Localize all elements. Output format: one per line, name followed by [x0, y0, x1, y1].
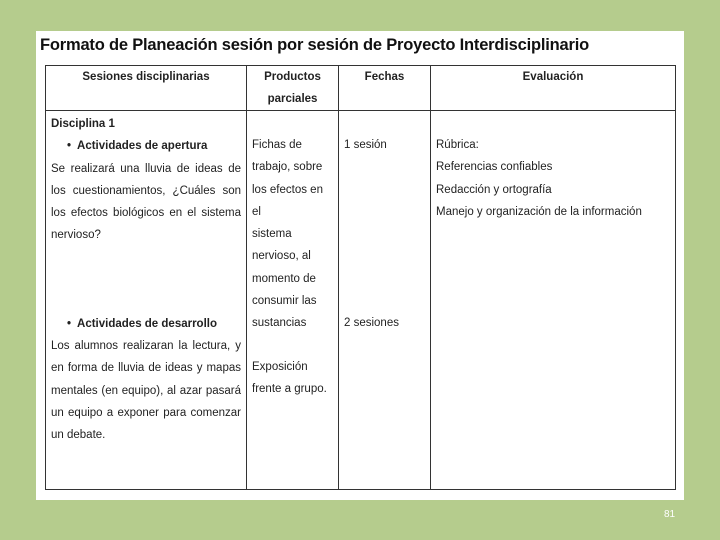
evaluacion-line: Referencias confiables: [436, 161, 553, 174]
document-title: Formato de Planeación sesión por sesión de Proyecto Interdisciplinario: [40, 36, 589, 54]
producto-line: frente a grupo.: [252, 382, 327, 395]
cell-evaluacion: [431, 111, 676, 490]
producto-line: sistema: [252, 228, 292, 241]
discipline-label: Disciplina 1: [51, 118, 115, 130]
desarrollo-heading-text: Actividades de desarrollo: [77, 317, 217, 330]
header-productos-line2: parciales: [267, 93, 318, 105]
spacer: [344, 156, 425, 312]
document-sheet: [36, 31, 684, 500]
producto-line: nervioso, al: [252, 250, 311, 263]
spacer: [436, 113, 670, 134]
header-fechas: Fechas: [339, 66, 431, 111]
page-number: 81: [664, 509, 676, 520]
spacer: [252, 335, 333, 356]
spacer: [252, 113, 333, 134]
fecha-item2: 2 sesiones: [344, 317, 399, 330]
desarrollo-heading: [51, 313, 241, 335]
spacer: [344, 113, 425, 134]
cell-productos: [247, 111, 339, 490]
producto-line: Fichas de: [252, 139, 302, 151]
evaluacion-line: Manejo y organización de la información: [436, 205, 642, 218]
spacer: [51, 247, 241, 313]
apertura-heading: [51, 135, 241, 157]
apertura-heading-text: Actividades de apertura: [77, 140, 208, 153]
fecha-item1: 1 sesión: [344, 139, 387, 151]
header-evaluacion: Evaluación: [431, 66, 676, 111]
planning-table: [45, 65, 676, 490]
cell-sesiones: [46, 111, 247, 490]
bullet-icon: •: [67, 140, 72, 153]
evaluacion-line: Rúbrica:: [436, 139, 479, 151]
desarrollo-text: Los alumnos realizaran la lectura, y en forma de lluvia de ideas y mapas mentales (en equipo), al azar pasará un equipo a exponer para comenzar un debate.: [51, 340, 241, 442]
producto-line: trabajo, sobre: [252, 161, 323, 174]
apertura-text: Se realizará una lluvia de ideas de los cuestionamientos, ¿Cuáles son los efectos biológicos en el sistema nervioso?: [51, 162, 241, 242]
producto-line: consumir las: [252, 295, 317, 308]
header-productos-line1: Productos: [264, 71, 321, 83]
header-sesiones: Sesiones disciplinarias: [46, 66, 247, 111]
producto-line: momento de: [252, 272, 316, 285]
producto-line: Exposición: [252, 360, 308, 373]
evaluacion-line: Redacción y ortografía: [436, 183, 552, 196]
bullet-icon: •: [67, 317, 72, 330]
table-header-row: [46, 66, 676, 111]
producto-line: sustancias: [252, 317, 307, 330]
table-row: [46, 111, 676, 490]
cell-fechas: [339, 111, 431, 490]
header-productos: [247, 66, 339, 111]
producto-line: los efectos en el: [252, 183, 323, 218]
